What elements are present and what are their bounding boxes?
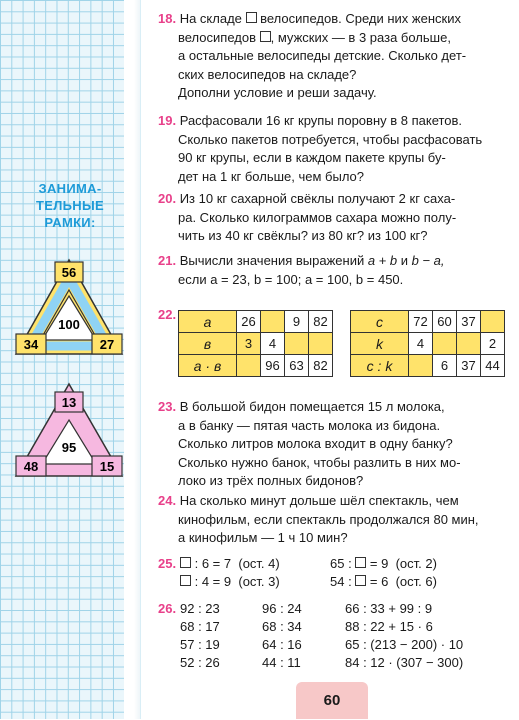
problem-number: 22.: [158, 307, 177, 322]
title-line: ЗАНИМА-: [38, 181, 102, 196]
text: а кинофильм — 1 ч 10 мин?: [178, 530, 348, 545]
table-cell: 96: [261, 355, 285, 377]
blank-box: [180, 575, 191, 586]
condition: a = 100,: [304, 271, 353, 287]
table-cell: 26: [237, 311, 261, 333]
problem-number: 20.: [158, 191, 177, 206]
problem-number: 21.: [158, 253, 177, 268]
text: В большой бидон помещается 15 л молока,: [179, 399, 445, 414]
text: , мужских — в 3 раза больше,: [270, 29, 451, 45]
table-cell: 4: [261, 333, 285, 355]
equation: : 4 = 9: [191, 574, 232, 589]
frame1-top: 56: [61, 265, 77, 280]
table-cell: 63: [285, 355, 309, 377]
table-cell: [409, 355, 433, 377]
table-cell: 37: [457, 355, 481, 377]
expression: 52 : 26: [180, 655, 220, 670]
blank-box: [246, 12, 257, 23]
text: и: [397, 253, 412, 268]
problem-25: [158, 555, 176, 574]
table-c-k: [350, 310, 505, 377]
remainder: (ост. 3): [238, 574, 280, 589]
text: На сколько минут дольше шёл спектакль, чем: [179, 493, 459, 508]
table-a-b: [178, 310, 333, 377]
expression: 68 : 17: [180, 619, 220, 634]
remainder: (ост. 6): [395, 574, 437, 589]
problem-20: [158, 190, 456, 246]
frame-puzzle-2: [12, 380, 126, 480]
table-header: a · в: [179, 355, 237, 377]
problem-19: [158, 112, 482, 186]
text: Дополни условие и реши задачу.: [178, 85, 377, 100]
expression: 57 : 19: [180, 637, 220, 652]
text: если: [178, 271, 211, 287]
grid-margin: [0, 0, 140, 719]
expression: 66 : 33 + 99 : 9: [345, 601, 433, 616]
text: а остальные велосипеды детские. Сколько дет-: [178, 48, 467, 63]
blank-box: [260, 31, 271, 42]
frame1-right: 27: [99, 337, 115, 352]
table-cell: [237, 355, 261, 377]
table-header: a: [179, 311, 237, 333]
remainder: (ост. 2): [395, 556, 437, 571]
text: Сколько нужно банок, чтобы разлить в них мо-: [178, 454, 461, 470]
table-cell: [261, 311, 285, 333]
table-cell: 4: [409, 333, 433, 355]
problem-number: 26.: [158, 601, 177, 616]
problem-26-col2: [262, 600, 302, 672]
table-cell: 6: [433, 355, 457, 377]
page-number: 60: [296, 682, 368, 719]
expression: 96 : 24: [262, 601, 302, 616]
table-header: k: [351, 333, 409, 355]
table-cell: [457, 333, 481, 355]
text: ских велосипедов на складе?: [178, 66, 357, 82]
problem-26: [158, 600, 176, 619]
problem-21: [158, 252, 445, 289]
problem-number: 25.: [158, 556, 177, 571]
problem-number: 19.: [158, 113, 177, 128]
expression: b − a,: [411, 253, 445, 268]
table-cell: 3: [237, 333, 261, 355]
expression: 65 : (213 − 200) · 10: [345, 637, 464, 652]
frame2-center: 95: [61, 440, 77, 455]
table-cell: [481, 311, 505, 333]
problem-number: 23.: [158, 399, 177, 414]
blank-box: [180, 557, 191, 568]
text: 90 кг крупы, если в каждом пакете крупы бу-: [178, 150, 446, 165]
problem-number: 18.: [158, 11, 177, 26]
table-cell: 9: [285, 311, 309, 333]
problem-25-left: [180, 555, 280, 591]
problem-23: [158, 398, 461, 491]
table-header: в: [179, 333, 237, 355]
table-cell: [285, 333, 309, 355]
blank-box: [355, 575, 366, 586]
table-cell: 37: [457, 311, 481, 333]
text: чить из 40 кг свёклы? из 80 кг? из 100 кг?: [178, 228, 428, 243]
frame-puzzle-1: [12, 256, 126, 358]
table-cell: 60: [433, 311, 457, 333]
expression: 84 : 12 · (307 − 300): [345, 655, 464, 670]
table-header: c: [351, 311, 409, 333]
text: На складе: [179, 11, 246, 26]
table-cell: 44: [481, 355, 505, 377]
table-cell: 82: [309, 311, 333, 333]
equation: = 9: [366, 556, 389, 571]
expression: 92 : 23: [180, 601, 220, 616]
problem-18: [158, 10, 466, 103]
text: Из 10 кг сахарной свёклы получают 2 кг саха-: [179, 191, 456, 206]
frame1-left: 34: [23, 337, 39, 352]
expression: 44 : 11: [262, 655, 301, 670]
table-header: c : k: [351, 355, 409, 377]
frame2-left: 48: [23, 459, 39, 474]
condition: b = 450.: [355, 271, 404, 287]
frame2-top: 13: [61, 395, 77, 410]
expression: a + b: [367, 253, 398, 268]
expression: 68 : 34: [262, 619, 302, 634]
table-cell: 82: [309, 355, 333, 377]
equation: 54 :: [330, 574, 356, 589]
problem-number: 24.: [158, 493, 177, 508]
text: Сколько пакетов потребуется, чтобы расфасовать: [178, 131, 483, 147]
text: кинофильм, если спектакль продолжался 80 мин,: [178, 511, 479, 527]
problem-22: [158, 306, 176, 325]
problem-26-col3: [345, 600, 463, 672]
equation: 65 :: [330, 556, 356, 571]
text: ра. Сколько килограммов сахара можно полу-: [178, 209, 457, 225]
text: локо из трёх полных бидонов?: [178, 473, 364, 488]
text: а в банку — пятая часть молока из бидона.: [178, 417, 441, 433]
condition: a = 23,: [210, 271, 251, 287]
problem-25-right: [330, 555, 437, 591]
frame1-center: 100: [58, 317, 80, 332]
text: Сколько литров молока входит в одну банку?: [178, 436, 453, 451]
expression: 88 : 22 + 15 · 6: [345, 619, 433, 634]
table-cell: [309, 333, 333, 355]
expression: 64 : 16: [262, 637, 302, 652]
condition: b = 100;: [253, 271, 302, 287]
problem-24: [158, 492, 479, 548]
text: Вычисли значения выражений: [179, 253, 368, 268]
table-cell: [433, 333, 457, 355]
text: велосипедов: [178, 29, 260, 45]
text: дет на 1 кг больше, чем было?: [178, 168, 365, 184]
section-title: [14, 180, 126, 231]
text: велосипедов. Среди них женских: [256, 11, 461, 26]
remainder: (ост. 4): [238, 556, 280, 571]
problem-26-col1: [180, 600, 220, 672]
equation: = 6: [366, 574, 389, 589]
title-line: ТЕЛЬНЫЕ: [36, 198, 104, 213]
table-cell: 72: [409, 311, 433, 333]
table-cell: 2: [481, 333, 505, 355]
title-line: РАМКИ:: [44, 215, 96, 230]
frame2-right: 15: [99, 459, 115, 474]
text: Расфасовали 16 кг крупы поровну в 8 пакетов.: [179, 113, 463, 128]
equation: : 6 = 7: [191, 556, 232, 571]
blank-box: [355, 557, 366, 568]
